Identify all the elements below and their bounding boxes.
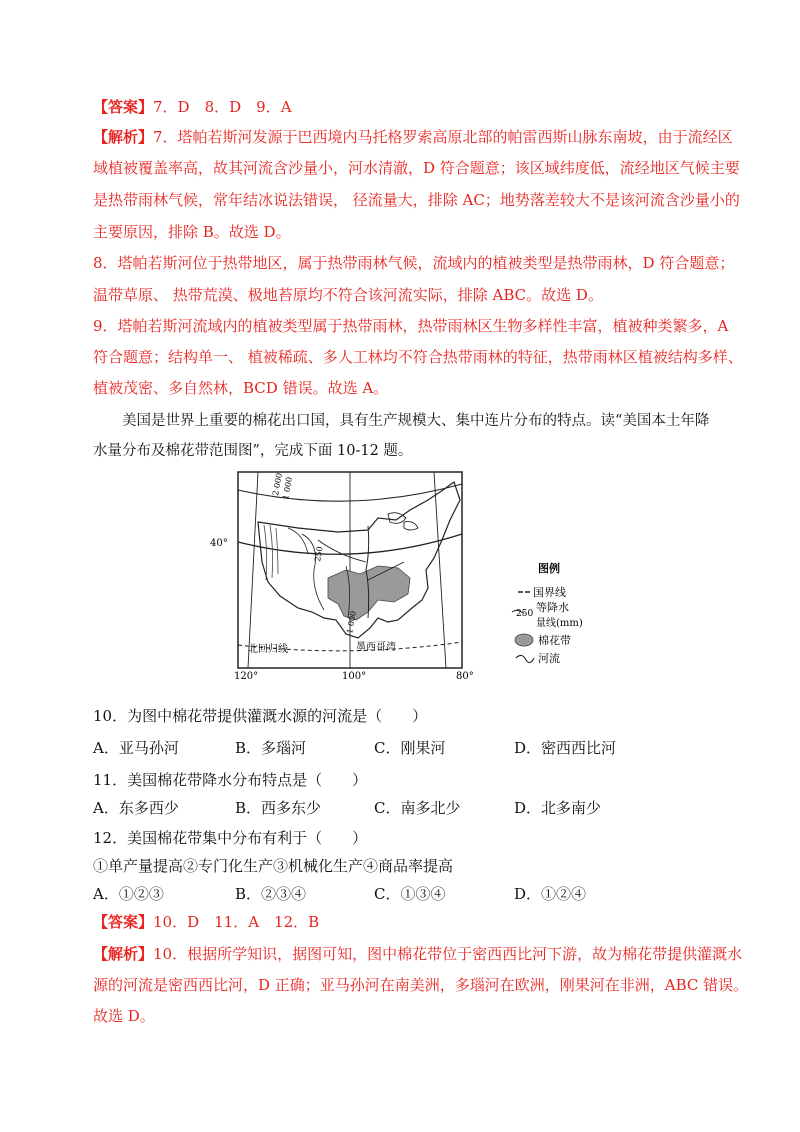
analysis-line: 故选 D。: [93, 1007, 155, 1025]
question-option[interactable]: A．①②③: [93, 885, 164, 903]
question-option[interactable]: D．密西西比河: [514, 739, 617, 757]
us-precipitation-cotton-map: [210, 470, 628, 682]
longitude-label: 120°: [234, 671, 259, 682]
question-option[interactable]: C．①③④: [374, 885, 446, 903]
analysis-line: 温带草原、 热带荒漠、极地苔原均不符合该河流实际，排除 ABC。故选 D。: [93, 286, 603, 304]
legend-item: 量线(mm): [536, 618, 583, 629]
question-stem: 12．美国棉花带集中分布有利于（ ）: [93, 829, 368, 847]
question-option[interactable]: D．①②④: [514, 885, 587, 903]
intro-line: 美国是世界上重要的棉花出口国，具有生产规模大、集中连片分布的特点。读“美国本土年降: [122, 413, 710, 429]
isohyet-label: 1 000: [345, 610, 358, 635]
analysis-line: 主要原因，排除 B。故选 D。: [93, 223, 291, 241]
tropic-label: 北回归线: [248, 644, 288, 655]
legend-isohyet-sample: 250: [516, 609, 534, 619]
question-option[interactable]: B．多瑙河: [235, 739, 307, 757]
question-stem: 10．为图中棉花带提供灌溉水源的河流是（ ）: [93, 707, 428, 725]
legend-item: 棉花带: [538, 634, 571, 647]
question-option[interactable]: A．东多西少: [93, 799, 179, 817]
analysis-line: 8．塔帕若斯河位于热带地区，属于热带雨林气候，流域内的植被类型是热带雨林，D 符合题意；: [93, 254, 735, 272]
question-substatements: ①单产量提高②专门化生产③机械化生产④商品率提高: [93, 857, 454, 875]
analysis-line: 是热带雨林气候，常年结冰说法错误， 径流量大，排除 AC；地势落差较大不是该河流含沙量小的: [93, 191, 740, 209]
answer-label: 【答案】: [93, 913, 154, 931]
longitude-label: 100°: [342, 671, 367, 682]
question-option[interactable]: A．亚马孙河: [93, 739, 179, 757]
cotton-belt-swatch-icon: [515, 634, 533, 646]
analysis-text: 10．根据所学知识，据图可知，图中棉花带位于密西西比河下游，故为棉花带提供灌溉水: [153, 945, 743, 963]
longitude-label: 80°: [456, 671, 474, 682]
legend-item: 等降水: [536, 601, 569, 614]
analysis-text: 7．塔帕若斯河发源于巴西境内马托格罗索高原北部的帕雷西斯山脉东南坡，由于流经区: [153, 128, 733, 146]
isohyet-label: 2 000: [271, 472, 284, 497]
question-stem: 11．美国棉花带降水分布特点是（ ）: [93, 771, 368, 789]
latitude-label: 40°: [210, 538, 228, 549]
question-option[interactable]: C．刚果河: [374, 739, 446, 757]
answer-label: 【答案】: [93, 98, 154, 116]
question-option[interactable]: B．西多东少: [235, 799, 322, 817]
gulf-label: 墨西哥湾: [356, 642, 396, 653]
analysis-label: 【解析】: [93, 945, 154, 963]
analysis-label: 【解析】: [93, 128, 154, 146]
answer-text: 7．D 8．D 9．A: [153, 98, 292, 116]
analysis-line: 域植被覆盖率高，故其河流含沙量小，河水清澈，D 符合题意；该区域纬度低，流经地区气候主要: [93, 159, 740, 177]
analysis-line: 9．塔帕若斯河流域内的植被类型属于热带雨林，热带雨林区生物多样性丰富，植被种类繁多，A: [93, 317, 729, 335]
answer-line-7-9: [93, 97, 292, 117]
isohyet-label: 1 000: [281, 476, 294, 501]
analysis-line: 符合题意；结构单一、 植被稀疏、多人工林均不符合热带雨林的特征，热带雨林区植被结构多样、: [93, 348, 743, 366]
river-icon: [516, 655, 534, 662]
answer-line-10-12: [93, 912, 319, 932]
question-option[interactable]: D．北多南少: [514, 799, 602, 817]
analysis-line: 植被茂密、多自然林，BCD 错误。故选 A。: [93, 379, 389, 397]
question-option[interactable]: B．②③④: [235, 885, 307, 903]
legend-item: 河流: [538, 652, 560, 665]
analysis-line: [93, 944, 742, 964]
legend-item: 国界线: [533, 586, 566, 599]
answer-text: 10．D 11．A 12．B: [153, 913, 320, 931]
analysis-line: 源的河流是密西西比河，D 正确；亚马孙河在南美洲，多瑙河在欧洲，刚果河在非洲，ABC 错误。: [93, 976, 749, 994]
map-legend: [512, 561, 583, 665]
analysis-line: [93, 127, 733, 147]
legend-title: 图例: [538, 562, 560, 575]
question-option[interactable]: C．南多北少: [374, 799, 461, 817]
intro-line: 水量分布及棉花带范围图”，完成下面 10-12 题。: [93, 443, 413, 459]
isohyet-label: 250: [313, 545, 325, 563]
